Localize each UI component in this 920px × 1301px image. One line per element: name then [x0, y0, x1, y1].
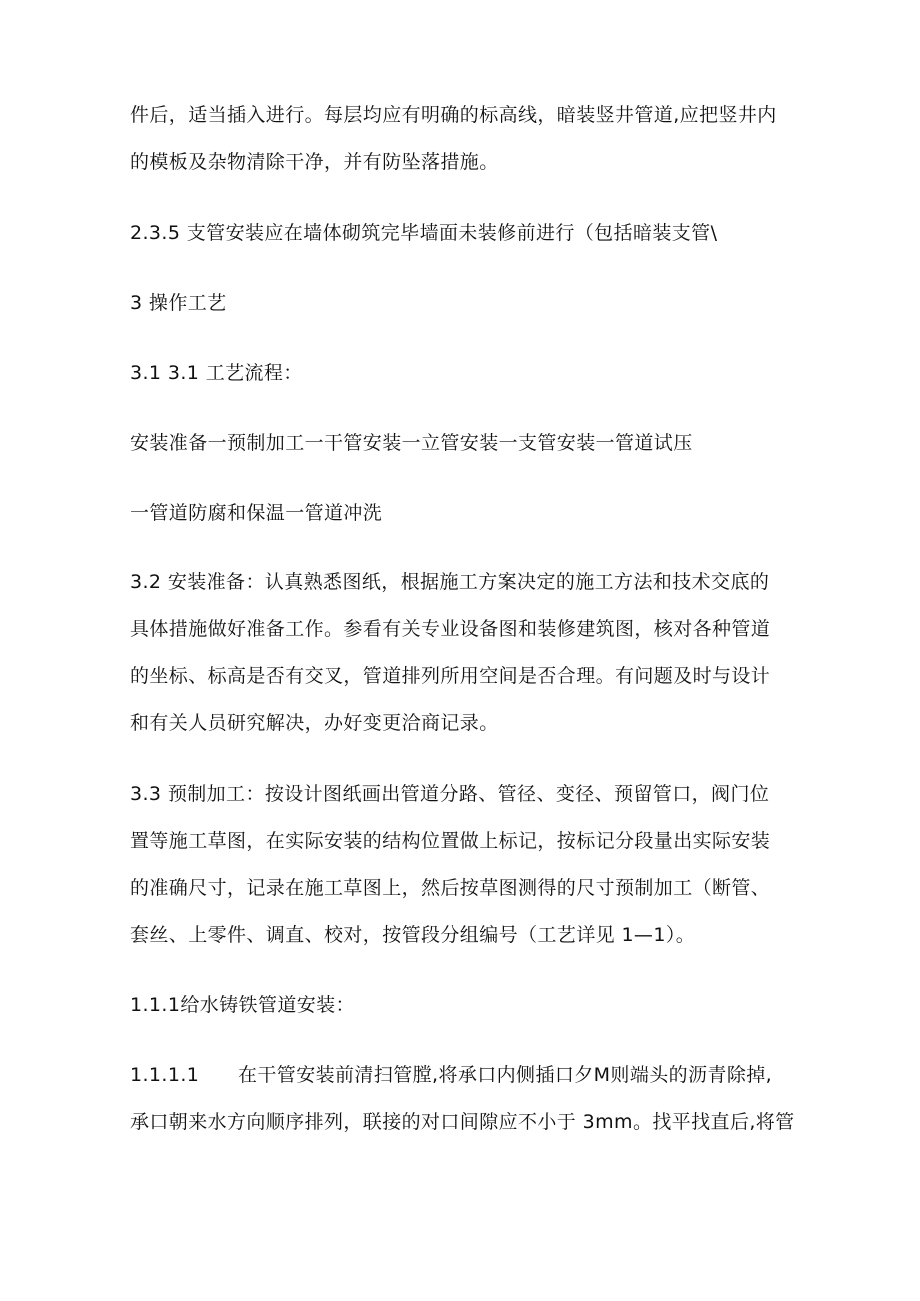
process-flow-line: 一管道防腐和保温一管道冲洗	[130, 502, 383, 524]
clause-number: 1.1.1.1	[130, 1064, 200, 1086]
section-heading: 1.1.1给水铸铁管道安装：	[130, 994, 355, 1016]
text-line: 件后，适当插入进行。每层均应有明确的标高线，暗装竖井管道,应把竖井内	[130, 104, 777, 126]
text-line: 具体措施做好准备工作。参看有关专业设备图和装修建筑图，核对各种管道	[130, 618, 771, 640]
clause-text: 在干管安装前清扫管膛,将承口内侧插口夕M则端头的沥青除掉,	[238, 1064, 773, 1086]
text-line: 的模板及杂物清除干净，并有防坠落措施。	[130, 151, 499, 173]
process-flow-line: 安装准备一预制加工一干管安装一立管安装一支管安装一管道试压	[130, 432, 693, 454]
section-heading: 2.3.5 支管安装应在墙体砌筑完毕墙面未装修前进行（包括暗装支管\	[130, 222, 718, 244]
text-line: 的准确尺寸，记录在施工草图上，然后按草图测得的尺寸预制加工（断管、	[130, 877, 771, 899]
text-line	[130, 1063, 772, 1087]
text-line: 3.3 预制加工：按设计图纸画出管道分路、管径、变径、预留管口，阀门位	[130, 783, 770, 805]
text-line: 置等施工草图，在实际安装的结构位置做上标记，按标记分段量出实际安装	[130, 830, 771, 852]
section-heading: 3 操作工艺	[130, 292, 227, 314]
text-line: 套丝、上零件、调直、校对，按管段分组编号（工艺详见 1—1）。	[130, 924, 696, 946]
text-line: 承口朝来水方向顺序排列，联接的对口间隙应不小于 3mm。找平找直后,将管	[130, 1111, 795, 1133]
text-line: 和有关人员研究解决，办好变更洽商记录。	[130, 712, 499, 734]
text-line: 3.2 安装准备：认真熟悉图纸，根据施工方案决定的施工方法和技术交底的	[130, 571, 770, 593]
section-heading: 3.1 3.1 工艺流程：	[130, 362, 303, 384]
text-line: 的坐标、标高是否有交叉，管道排列所用空间是否合理。有问题及时与设计	[130, 665, 771, 687]
